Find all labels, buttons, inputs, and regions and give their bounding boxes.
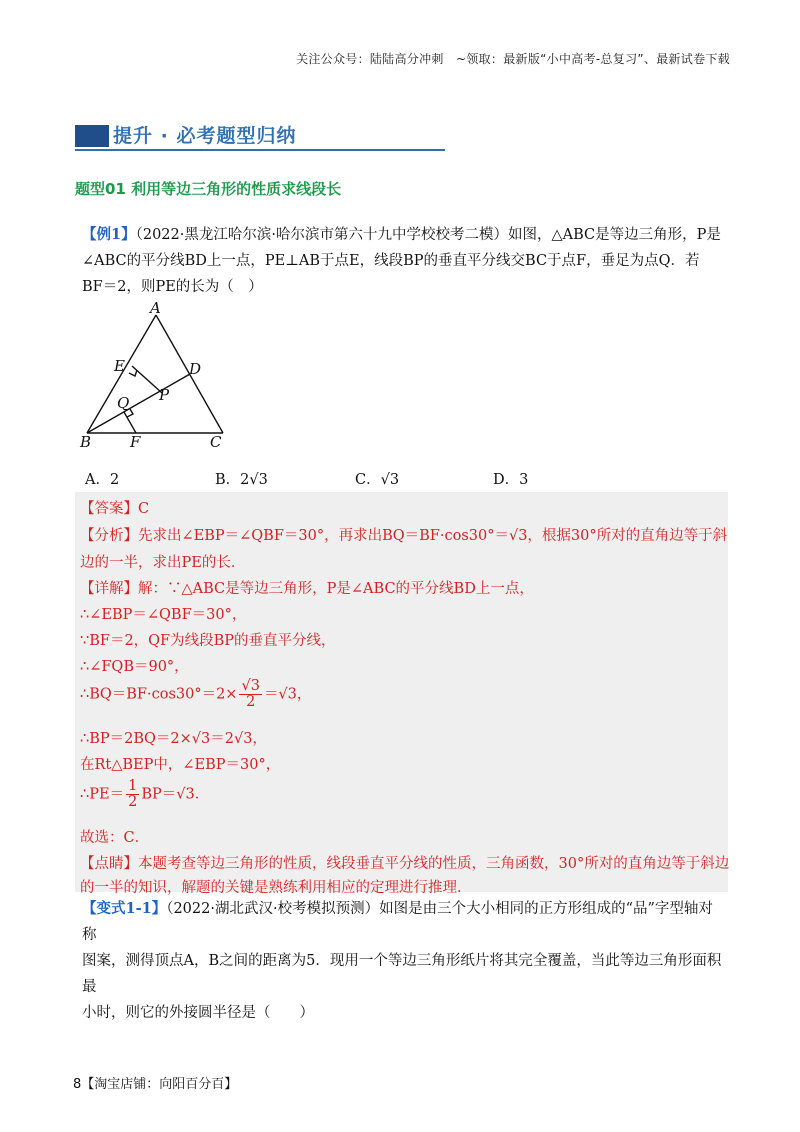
banner-title: 提升 · 必考题型归纳 [113,125,297,147]
detail-8-suffix: BP＝√3． [141,786,210,803]
right-angle-e [129,370,137,376]
detail-line-8 [80,779,209,810]
comment-line-1: 【点睛】本题考查等边三角形的性质，线段垂直平分线的性质，三角函数，30°所对的直角边等于斜边 [80,856,730,872]
choice-d[interactable]: D．3 [493,472,529,488]
label-q: Q [117,394,130,412]
fraction-numerator: 1 [128,778,138,794]
banner-block [75,125,109,147]
variant-stem: （2022·湖北武汉·校考模拟预测）如图是由三个大小相同的正方形组成的“品”字型轴对称 [82,901,713,943]
example-text [82,222,722,300]
label-e: E [114,357,125,375]
triangle-figure [75,300,245,455]
analysis-line-1: 【分析】先求出∠EBP＝∠QBF＝30°，再求出BQ＝BF·cos30°＝√3，根据30°所对的直角边等于斜 [80,528,728,544]
detail-line-1: 【详解】解：∵△ABC是等边三角形，P是∠ABC的平分线BD上一点， [80,581,534,597]
detail-line-6: ∴BP＝2BQ＝2×√3＝2√3， [80,731,267,747]
header-note: 关注公众号：陆陆高分冲刺 ~领取：最新版“小中高考-总复习”、最新试卷下载 [296,52,730,66]
section-banner [75,119,445,153]
choose-line: 故选：C． [80,830,150,846]
detail-5-suffix: ＝√3， [263,686,312,703]
footer: 8【淘宝店铺：向阳百分百】 [73,1077,238,1092]
example-source: （2022·黑龙江哈尔滨·哈尔滨市第六十九中学校校考二模） [135,227,508,243]
example-line-3: BF＝2，则PE的长为（ ） [82,279,263,295]
label-a: A [150,300,161,317]
variant-line-1 [82,896,722,948]
answer-line: 【答案】C [80,501,150,517]
fraction-denominator: 2 [246,694,256,710]
variant-tag: 【变式1-1】 [82,900,167,917]
type-title: 题型01 利用等边三角形的性质求线段长 [75,180,342,198]
example-line-1 [82,222,722,248]
fraction-sqrt3-over-2 [239,679,261,710]
label-b: B [80,433,92,451]
choice-c[interactable]: C．√3 [355,472,400,488]
variant-text [82,896,722,1026]
label-c: C [210,433,222,451]
detail-line-3: ∵BF＝2，QF为线段BP的垂直平分线， [80,633,336,649]
example-stem: 如图，△ABC是等边三角形，P是 [507,227,721,243]
variant-line-2: 图案，测得顶点A，B之间的距离为5．现用一个等边三角形纸片将其完全覆盖，当此等边三角形面积最 [82,953,722,995]
analysis-line-2: 边的一半，求出PE的长． [80,555,246,571]
comment-line-2: 的一半的知识，解题的关键是熟练利用相应的定理进行推理． [80,880,472,896]
label-p: P [159,386,170,404]
fraction-one-half [126,779,139,810]
detail-line-7: 在Rt△BEP中，∠EBP＝30°， [80,757,281,773]
detail-line-4: ∴∠FQB＝90°， [80,659,189,675]
label-d: D [189,360,202,378]
variant-line-3: 小时，则它的外接圆半径是（ ） [82,1005,314,1021]
label-f: F [130,433,141,451]
detail-5-prefix: ∴BQ＝BF·cos30°＝2× [80,686,238,703]
detail-line-2: ∴∠EBP＝∠QBF＝30°， [80,607,247,623]
banner-rule [75,149,445,151]
detail-8-prefix: ∴PE＝ [80,786,125,803]
fraction-denominator: 2 [128,794,138,810]
example-tag: 【例1】 [82,226,136,243]
example-line-2: ∠ABC的平分线BD上一点，PE⊥AB于点E，线段BP的垂直平分线交BC于点F，垂足为点Q．若 [82,253,700,269]
choice-a[interactable]: A．2 [85,472,120,488]
detail-line-5 [80,679,311,710]
choice-b[interactable]: B．2√3 [215,472,268,488]
bisector-bd [87,374,190,433]
fraction-numerator: √3 [241,678,260,694]
